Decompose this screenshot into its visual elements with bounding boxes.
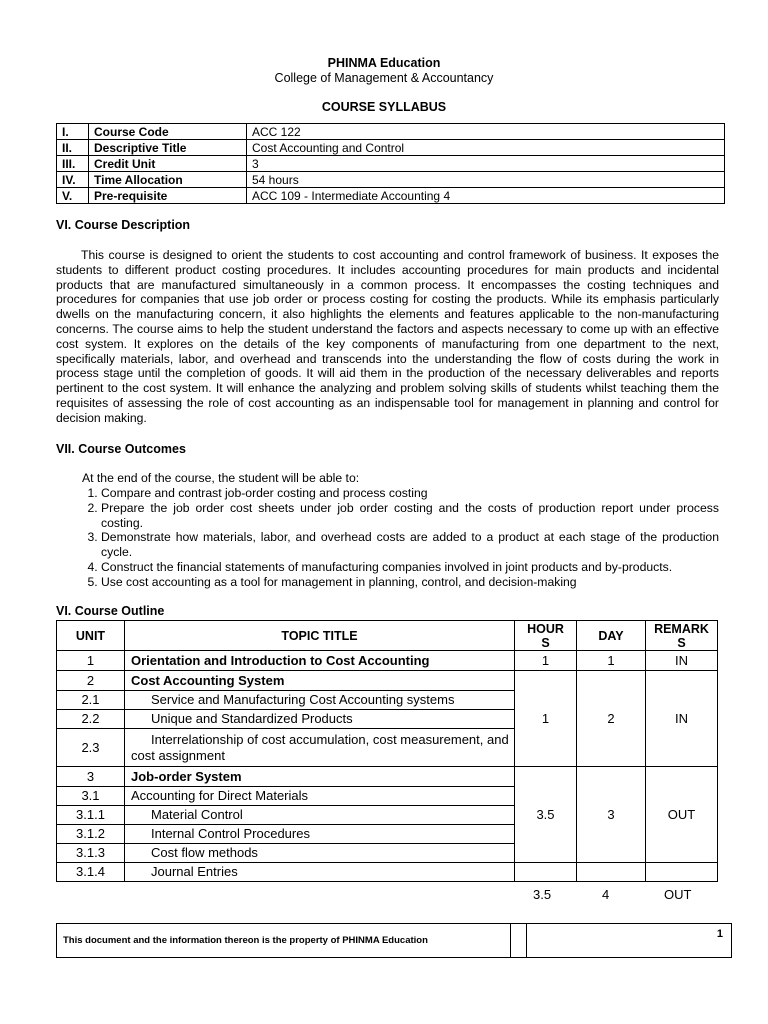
- info-num: II.: [57, 140, 89, 156]
- page-footer: [56, 923, 732, 958]
- info-num: III.: [57, 156, 89, 172]
- col-topic: TOPIC TITLE: [125, 621, 515, 651]
- topic-cell: Unique and Standardized Products: [125, 710, 515, 729]
- trailing-hours: 3.5: [533, 887, 552, 902]
- topic-cell: Journal Entries: [125, 863, 515, 882]
- outline-header-row: [57, 621, 718, 651]
- info-row: [57, 140, 725, 156]
- outcome-item: 1. Compare and contrast job-order costing and process costing: [101, 486, 719, 501]
- empty-cell: [577, 863, 646, 882]
- table-row: [57, 767, 718, 787]
- info-num: IV.: [57, 172, 89, 188]
- info-row: [57, 172, 725, 188]
- day-cell: 2: [577, 671, 646, 767]
- unit-cell: 2.1: [57, 691, 125, 710]
- topic-cell: Orientation and Introduction to Cost Accounting: [125, 651, 515, 671]
- info-label: Credit Unit: [89, 156, 247, 172]
- table-row: [57, 863, 718, 882]
- info-num: I.: [57, 124, 89, 140]
- unit-cell: 3: [57, 767, 125, 787]
- outcome-item: 5. Use cost accounting as a tool for management in planning, control, and decision-making: [101, 575, 719, 590]
- info-value: Cost Accounting and Control: [247, 140, 725, 156]
- remarks-cell: IN: [646, 651, 718, 671]
- info-value: 3: [247, 156, 725, 172]
- info-row: [57, 156, 725, 172]
- outcome-item: 3. Demonstrate how materials, labor, and overhead costs are added to a product at each stage of the production cycle.: [101, 530, 719, 560]
- org-name: PHINMA Education: [327, 56, 441, 70]
- day-cell: 3: [577, 767, 646, 863]
- trailing-day: 4: [602, 887, 610, 902]
- info-row: [57, 124, 725, 140]
- unit-cell: 3.1.4: [57, 863, 125, 882]
- page-number: 1: [527, 924, 732, 958]
- unit-cell: 3.1.3: [57, 844, 125, 863]
- day-cell: 1: [577, 651, 646, 671]
- description-text: This course is designed to orient the students to cost accounting and control framework of business. It exposes the students to different product costing procedures. It includes accounting procedures for main products and incidental products that are manufactured simultaneously in a common process. It encompasses the costing techniques and procedures for companies that use job order or process costing for costing the products. While its emphasis particularly dwells on the manufacturing concern, it also highlights the elements and features applicable to the non-manufacturing concerns. The course aims to help the student understand the factors and aspects necessary to come up with an effective cost system. It explores on the details of the key components of manufacturing from one department to the next, specifically materials, labor, and overhead and transcends into the understanding the flow of costs during the work in process stage until the completion of goods. It will aid them in the production of the necessary deliverables and reports pertinent to the cost system. It will enhance the analyzing and problem solving skills of students whilst teaching them the requisites of assessing the role of cost accounting as an indispensable tool for management in planning and control for decision making.: [56, 248, 719, 425]
- empty-cell: [515, 863, 577, 882]
- topic-cell: Service and Manufacturing Cost Accounting systems: [125, 691, 515, 710]
- unit-cell: 1: [57, 651, 125, 671]
- footer-notice: This document and the information thereon is the property of PHINMA Education: [57, 924, 511, 958]
- topic-cell: Cost flow methods: [125, 844, 515, 863]
- col-remarks: REMARK S: [646, 621, 718, 651]
- unit-cell: 3.1: [57, 787, 125, 806]
- course-info-table: [56, 123, 725, 204]
- info-label: Descriptive Title: [89, 140, 247, 156]
- info-label: Time Allocation: [89, 172, 247, 188]
- hours-cell: 1: [515, 671, 577, 767]
- outcomes-heading: VII. Course Outcomes: [56, 442, 186, 456]
- outline-heading: VI. Course Outline: [56, 604, 165, 618]
- table-row: [57, 651, 718, 671]
- unit-cell: 3.1.1: [57, 806, 125, 825]
- remarks-cell: IN: [646, 671, 718, 767]
- footer-spacer: [511, 924, 527, 958]
- topic-cell: Interrelationship of cost accumulation, cost measurement, and cost assignment: [125, 729, 515, 767]
- topic-cell: Accounting for Direct Materials: [125, 787, 515, 806]
- info-row: [57, 188, 725, 204]
- outcome-item: 4. Construct the financial statements of manufacturing companies involved in joint products and by-products.: [101, 560, 719, 575]
- col-hours: HOUR S: [515, 621, 577, 651]
- description-heading: VI. Course Description: [56, 218, 191, 232]
- info-value: ACC 109 - Intermediate Accounting 4: [247, 188, 725, 204]
- outcome-item: 2. Prepare the job order cost sheets under job order costing and the costs of production report under process costing.: [101, 501, 719, 531]
- outcomes-intro: At the end of the course, the student will be able to:: [82, 471, 360, 485]
- topic-cell: Cost Accounting System: [125, 671, 515, 691]
- info-num: V.: [57, 188, 89, 204]
- remarks-cell: OUT: [646, 767, 718, 863]
- topic-cell: Internal Control Procedures: [125, 825, 515, 844]
- unit-cell: 2: [57, 671, 125, 691]
- info-label: Pre-requisite: [89, 188, 247, 204]
- unit-cell: 2.2: [57, 710, 125, 729]
- unit-cell: 2.3: [57, 729, 125, 767]
- col-day: DAY: [577, 621, 646, 651]
- info-value: ACC 122: [247, 124, 725, 140]
- trailing-remarks: OUT: [664, 887, 692, 902]
- outcomes-list: [56, 486, 719, 590]
- college-name: College of Management & Accountancy: [274, 71, 494, 85]
- hours-cell: 1: [515, 651, 577, 671]
- unit-cell: 3.1.2: [57, 825, 125, 844]
- topic-cell: Material Control: [125, 806, 515, 825]
- info-label: Course Code: [89, 124, 247, 140]
- document-title: COURSE SYLLABUS: [321, 100, 447, 114]
- course-outline-table: [56, 620, 718, 882]
- col-unit: UNIT: [57, 621, 125, 651]
- info-value: 54 hours: [247, 172, 725, 188]
- topic-cell: Job-order System: [125, 767, 515, 787]
- table-row: [57, 671, 718, 691]
- empty-cell: [646, 863, 718, 882]
- hours-cell: 3.5: [515, 767, 577, 863]
